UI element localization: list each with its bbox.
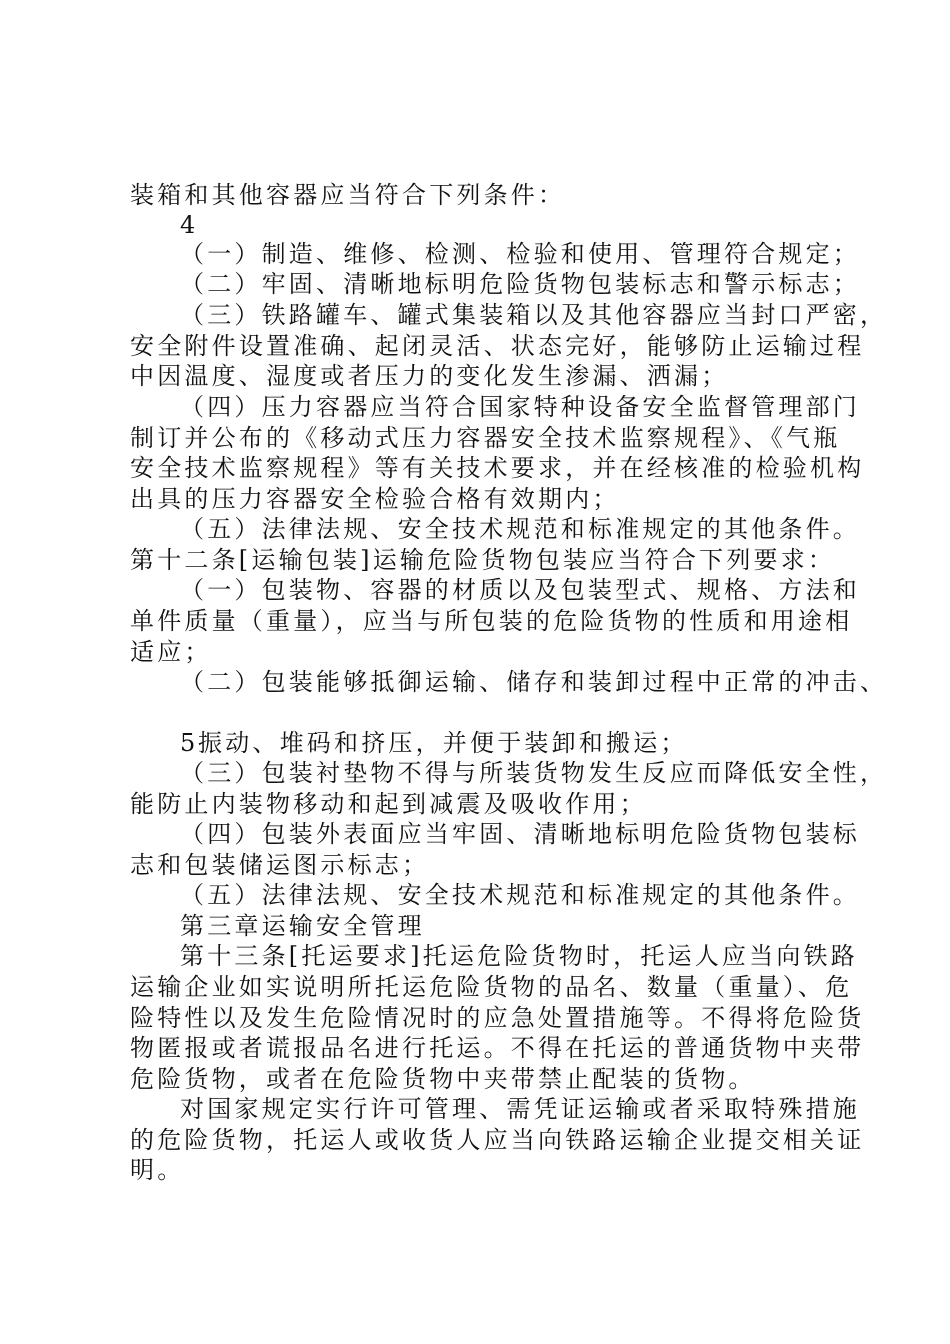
text-line: （三）铁路罐车、罐式集装箱以及其他容器应当封口严密， bbox=[180, 301, 888, 329]
text-line: 的危险货物，托运人或收货人应当向铁路运输企业提交相关证 bbox=[130, 1126, 865, 1154]
text-line: （一）制造、维修、检测、检验和使用、管理符合规定； bbox=[180, 240, 860, 268]
text-line: 中因温度、湿度或者压力的变化发生渗漏、洒漏； bbox=[130, 362, 729, 390]
text-line: 险特性以及发生危险情况时的应急处置措施等。不得将危险货 bbox=[130, 1004, 865, 1032]
text-line: 适应； bbox=[130, 638, 212, 666]
chapter-heading: 第三章运输安全管理 bbox=[180, 912, 425, 940]
text-line: 能防止内装物移动和起到减震及吸收作用； bbox=[130, 790, 647, 818]
text-line: 装箱和其他容器应当符合下列条件： bbox=[130, 181, 566, 209]
text-line: （一）包装物、容器的材质以及包装型式、规格、方法和 bbox=[180, 576, 860, 604]
text-line: 单件质量（重量），应当与所包装的危险货物的性质和用途相 bbox=[130, 607, 853, 635]
page-number: 4 bbox=[180, 211, 196, 239]
page-number: 5 bbox=[180, 729, 196, 757]
text-line: 制订并公布的《移动式压力容器安全技术监察规程》、《气瓶 bbox=[130, 424, 841, 452]
text-line: 物匿报或者谎报品名进行托运。不得在托运的普通货物中夹带 bbox=[130, 1034, 865, 1062]
text-line: 安全附件设置准确、起闭灵活、状态完好，能够防止运输过程 bbox=[130, 332, 865, 360]
text-line: （五）法律法规、安全技术规范和标准规定的其他条件。 bbox=[180, 515, 860, 543]
text-line: 安全技术监察规程》等有关技术要求，并在经核准的检验机构 bbox=[130, 454, 865, 482]
text-line: （三）包装衬垫物不得与所装货物发生反应而降低安全性， bbox=[180, 759, 888, 787]
text-line: （四）压力容器应当符合国家特种设备安全监督管理部门 bbox=[180, 393, 860, 421]
text-line: （二）包装能够抵御运输、储存和装卸过程中正常的冲击、 bbox=[180, 668, 888, 696]
text-line: 危险货物，或者在危险货物中夹带禁止配装的货物。 bbox=[130, 1065, 756, 1093]
text-line: 明。 bbox=[130, 1156, 185, 1184]
text-line: （五）法律法规、安全技术规范和标准规定的其他条件。 bbox=[180, 881, 860, 909]
text-line: 第十二条[运输包装]运输危险货物包装应当符合下列要求： bbox=[130, 546, 836, 574]
text-line: （四）包装外表面应当牢固、清晰地标明危险货物包装标 bbox=[180, 820, 860, 848]
text-line: 第十三条[托运要求]托运危险货物时，托运人应当向铁路 bbox=[180, 942, 858, 970]
text-line: 运输企业如实说明所托运危险货物的品名、数量（重量）、危 bbox=[130, 973, 853, 1001]
text-line: 对国家规定实行许可管理、需凭证运输或者采取特殊措施 bbox=[180, 1095, 860, 1123]
text-line: 振动、堆码和挤压，并便于装卸和搬运； bbox=[198, 729, 688, 757]
text-line: 志和包装储运图示标志； bbox=[130, 851, 430, 879]
text-line: （二）牢固、清晰地标明危险货物包装标志和警示标志； bbox=[180, 270, 860, 298]
text-line: 出具的压力容器安全检验合格有效期内； bbox=[130, 485, 620, 513]
